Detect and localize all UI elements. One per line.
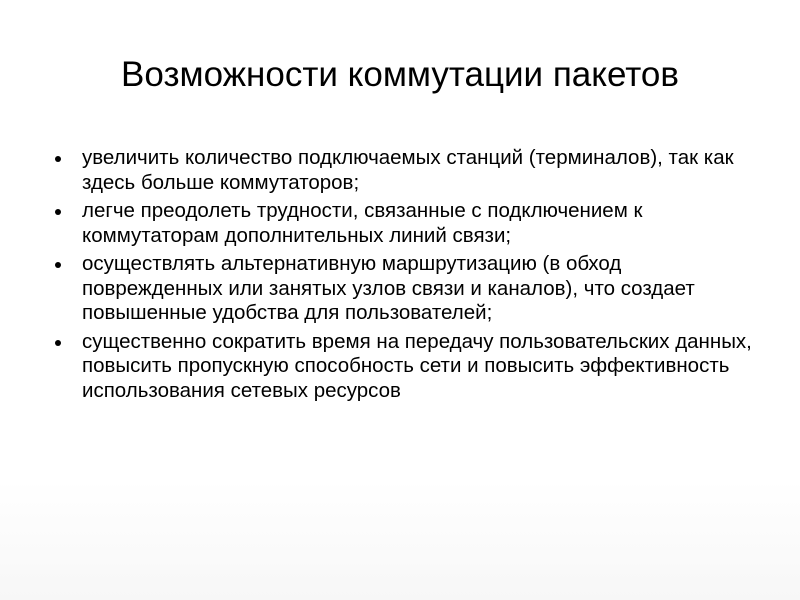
bullet-text: существенно сократить время на передачу пользовательских данных, повысить пропускную способность сети и повысить эффективность использования сетевых ресурсов	[82, 329, 752, 402]
bullet-dot-icon	[55, 340, 61, 346]
slide-title: Возможности коммутации пакетов	[121, 55, 679, 94]
bullet-dot-icon	[55, 156, 61, 162]
bullet-item	[52, 252, 752, 326]
bullet-dot-icon	[55, 262, 61, 268]
bullet-text: осуществлять альтернативную маршрутизацию (в обход поврежденных или занятых узлов связи и каналов), что создает повышенные удобства для пользователей;	[82, 252, 695, 324]
bullet-item	[52, 199, 752, 248]
bullet-text: увеличить количество подключаемых станций (терминалов), так как здесь больше коммутаторов;	[82, 146, 734, 194]
bullet-dot-icon	[55, 209, 61, 215]
bullet-item	[52, 146, 752, 195]
bullet-list	[52, 146, 752, 407]
bullet-text: легче преодолеть трудности, связанные с подключением к коммутаторам дополнительных линий связи;	[82, 199, 643, 247]
bullet-item	[52, 330, 752, 404]
